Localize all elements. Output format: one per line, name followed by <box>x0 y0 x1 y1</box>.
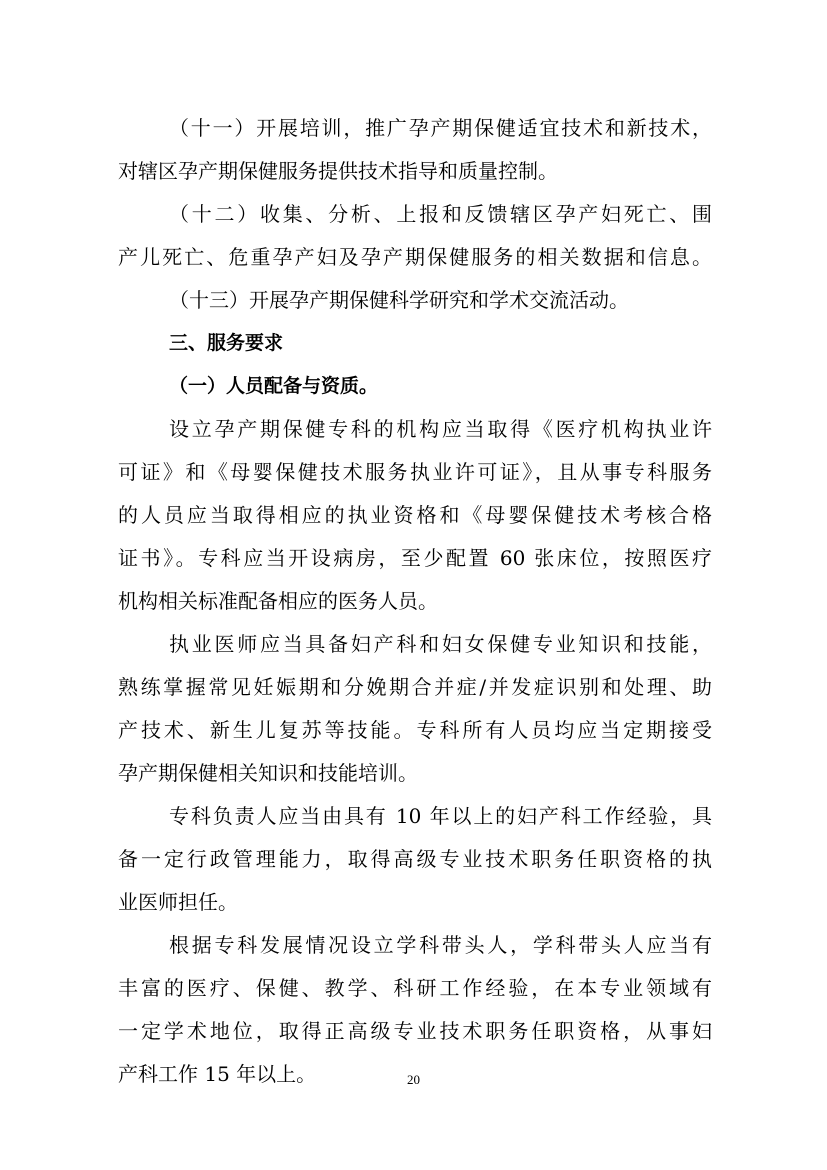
document-body <box>118 107 712 1096</box>
paragraph-line: 专科负责人应当由具有 10 年以上的妇产科工作经验，具 <box>169 804 712 828</box>
paragraph-line: 业医师担任。 <box>118 890 238 914</box>
paragraph-line: 产儿死亡、危重孕产妇及孕产期保健服务的相关数据和信息。 <box>118 245 712 269</box>
page-number: 20 <box>407 1072 420 1087</box>
paragraph-line: 丰富的医疗、保健、教学、科研工作经验，在本专业领域有 <box>118 976 712 1000</box>
paragraph-line: 证书》。专科应当开设病房，至少配置 60 张床位，按照医疗 <box>118 546 712 570</box>
subsection-heading: （一）人员配备与资质。 <box>169 375 379 397</box>
paragraph-line: 根据专科发展情况设立学科带头人，学科带头人应当有 <box>169 933 712 957</box>
paragraph-line: 备一定行政管理能力，取得高级专业技术职务任职资格的执 <box>118 847 712 871</box>
paragraph-line: （十三）开展孕产期保健科学研究和学术交流活动。 <box>169 288 629 312</box>
paragraph-line: 熟练掌握常见妊娠期和分娩期合并症/并发症识别和处理、助 <box>118 675 712 699</box>
paragraph-line: 的人员应当取得相应的执业资格和《母婴保健技术考核合格 <box>118 503 712 527</box>
paragraph-line: 产技术、新生儿复苏等技能。专科所有人员均应当定期接受 <box>118 718 712 742</box>
paragraph-line: 对辖区孕产期保健服务提供技术指导和质量控制。 <box>118 159 558 183</box>
paragraph-line: 产科工作 15 年以上。 <box>118 1062 317 1086</box>
paragraph-line: （十一）开展培训，推广孕产期保健适宜技术和新技术， <box>169 116 712 140</box>
paragraph-line: 孕产期保健相关知识和技能培训。 <box>118 761 418 785</box>
paragraph-line: 一定学术地位，取得正高级专业技术职务任职资格，从事妇 <box>118 1019 712 1043</box>
section-heading: 三、服务要求 <box>169 332 284 354</box>
paragraph-line: 执业医师应当具备妇产科和妇女保健专业知识和技能， <box>169 632 712 656</box>
paragraph-line: 可证》和《母婴保健技术服务执业许可证》，且从事专科服务 <box>118 460 712 484</box>
paragraph-line: 机构相关标准配备相应的医务人员。 <box>118 589 438 613</box>
paragraph-line: （十二）收集、分析、上报和反馈辖区孕产妇死亡、围 <box>169 202 712 226</box>
paragraph-line: 设立孕产期保健专科的机构应当取得《医疗机构执业许 <box>169 417 712 441</box>
